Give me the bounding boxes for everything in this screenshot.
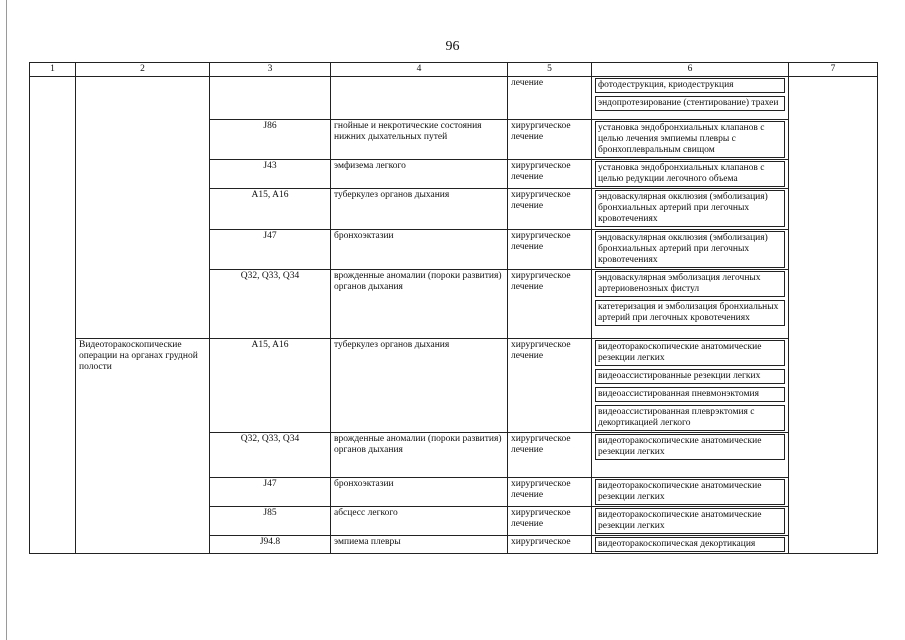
treatment-method: видеоторакоскопические анатомические резекции легких bbox=[595, 434, 785, 460]
column-number: 2 bbox=[76, 63, 210, 77]
treatment-methods-cell bbox=[592, 160, 789, 189]
treatment-type-cell: хирургическое лечение bbox=[508, 230, 592, 270]
treatment-method: эндоваскулярная окклюзия (эмболизация) бронхиальных артерий при легочных кровотечениях bbox=[595, 190, 785, 227]
diagnosis-code-cell: A15, A16 bbox=[210, 339, 331, 433]
treatment-type-cell: хирургическое лечение bbox=[508, 433, 592, 478]
treatment-type-cell: хирургическое лечение bbox=[508, 189, 592, 230]
treatment-type-cell: хирургическое лечение bbox=[508, 120, 592, 160]
column-number: 1 bbox=[30, 63, 76, 77]
treatment-method: видеоторакоскопические анатомические резекции легких bbox=[595, 340, 785, 366]
disease-model-cell: туберкулез органов дыхания bbox=[331, 339, 508, 433]
column-number: 5 bbox=[508, 63, 592, 77]
treatment-method: фотодеструкция, криодеструкция bbox=[595, 78, 785, 93]
col1-cell bbox=[30, 77, 76, 554]
treatment-method: установка эндобронхиальных клапанов с целью редукции легочного объема bbox=[595, 161, 785, 187]
diagnosis-code-cell: Q32, Q33, Q34 bbox=[210, 270, 331, 339]
treatment-method: катетеризация и эмболизация бронхиальных артерий при легочных кровотечениях bbox=[595, 300, 785, 326]
disease-model-cell: врожденные аномалии (пороки развития) органов дыхания bbox=[331, 433, 508, 478]
disease-model-cell: туберкулез органов дыхания bbox=[331, 189, 508, 230]
diagnosis-code-cell: A15, A16 bbox=[210, 189, 331, 230]
disease-model-cell: гнойные и некротические состояния нижних дыхательных путей bbox=[331, 120, 508, 160]
diagnosis-code-cell: J47 bbox=[210, 478, 331, 507]
disease-model-cell: эмфизема легкого bbox=[331, 160, 508, 189]
treatment-method: эндопротезирование (стентирование) трахеи bbox=[595, 96, 785, 111]
treatment-methods-cell bbox=[592, 270, 789, 339]
treatment-type-cell: хирургическое bbox=[508, 536, 592, 554]
treatment-method: видеоторакоскопические анатомические резекции легких bbox=[595, 479, 785, 505]
treatment-method: эндоваскулярная эмболизация легочных артериовенозных фистул bbox=[595, 271, 785, 297]
column-number: 4 bbox=[331, 63, 508, 77]
disease-model-cell: бронхоэктазии bbox=[331, 478, 508, 507]
treatment-methods-cell bbox=[592, 77, 789, 120]
treatment-type-cell: хирургическое лечение bbox=[508, 160, 592, 189]
treatment-method: видеоассистированные резекции легких bbox=[595, 369, 785, 384]
disease-model-cell: эмпиема плевры bbox=[331, 536, 508, 554]
left-margin-line bbox=[6, 0, 7, 640]
treatment-type-cell: хирургическое лечение bbox=[508, 478, 592, 507]
treatment-type-cell: хирургическое лечение bbox=[508, 270, 592, 339]
diagnosis-code-cell: J94.8 bbox=[210, 536, 331, 554]
treatment-method: установка эндобронхиальных клапанов с целью лечения эмпиемы плевры с бронхоплевральным свищом bbox=[595, 121, 785, 158]
treatment-methods-cell bbox=[592, 433, 789, 478]
column-number: 7 bbox=[789, 63, 878, 77]
treatment-methods-cell bbox=[592, 507, 789, 536]
treatment-methods-cell bbox=[592, 120, 789, 160]
treatment-methods-cell bbox=[592, 536, 789, 554]
diagnosis-code-cell: Q32, Q33, Q34 bbox=[210, 433, 331, 478]
treatment-method: видеоторакоскопическая декортикация bbox=[595, 537, 785, 552]
treatment-methods-cell bbox=[592, 230, 789, 270]
disease-model-cell: врожденные аномалии (пороки развития) органов дыхания bbox=[331, 270, 508, 339]
treatment-method: эндоваскулярная окклюзия (эмболизация) бронхиальных артерий при легочных кровотечениях bbox=[595, 231, 785, 268]
disease-model-cell bbox=[331, 77, 508, 120]
col2-blank-cell bbox=[76, 77, 210, 339]
treatment-method: видеоассистированная плеврэктомия с декортикацией легкого bbox=[595, 405, 785, 431]
table-header-row bbox=[30, 63, 878, 77]
group-title-cell: Видеоторакоскопические операции на органах грудной полости bbox=[76, 339, 210, 554]
treatment-methods-cell bbox=[592, 478, 789, 507]
diagnosis-code-cell: J47 bbox=[210, 230, 331, 270]
column-number: 3 bbox=[210, 63, 331, 77]
treatment-methods-cell bbox=[592, 339, 789, 433]
table-row bbox=[30, 77, 878, 120]
diagnosis-code-cell: J85 bbox=[210, 507, 331, 536]
treatment-methods-cell bbox=[592, 189, 789, 230]
page-number: 96 bbox=[445, 39, 460, 54]
treatment-type-cell: лечение bbox=[508, 77, 592, 120]
treatment-type-cell: хирургическое лечение bbox=[508, 507, 592, 536]
disease-model-cell: абсцесс легкого bbox=[331, 507, 508, 536]
disease-model-cell: бронхоэктазии bbox=[331, 230, 508, 270]
col7-cell bbox=[789, 77, 878, 554]
table-row bbox=[30, 339, 878, 433]
treatment-method: видеоассистированная пневмонэктомия bbox=[595, 387, 785, 402]
diagnosis-code-cell: J86 bbox=[210, 120, 331, 160]
treatment-type-cell: хирургическое лечение bbox=[508, 339, 592, 433]
column-number: 6 bbox=[592, 63, 789, 77]
treatment-method: видеоторакоскопические анатомические резекции легких bbox=[595, 508, 785, 534]
diagnosis-code-cell bbox=[210, 77, 331, 120]
diagnosis-code-cell: J43 bbox=[210, 160, 331, 189]
services-table bbox=[29, 62, 878, 554]
